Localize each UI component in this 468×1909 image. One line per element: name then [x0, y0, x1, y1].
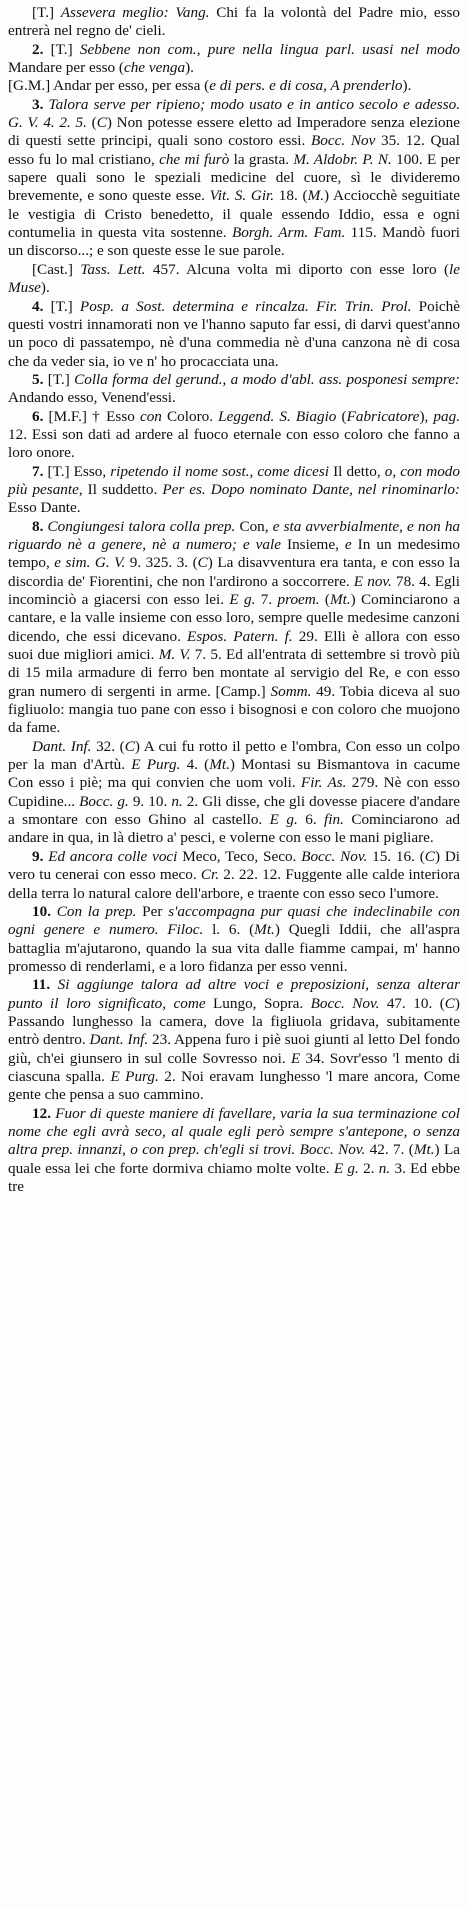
text-segment: ). — [40, 279, 50, 297]
text-segment: Meco, Teco, Seco. — [177, 847, 302, 865]
text-segment: 7. — [32, 462, 48, 480]
text-segment: che mi furò — [159, 150, 230, 168]
text-segment: 2. — [358, 1159, 379, 1177]
text-segment: Sebbene non com., pure nella lingua parl. usasi nel modo — [79, 40, 461, 58]
text-segment: C — [197, 554, 208, 572]
text-segment: e di pers. e di cosa, A prenderlo — [209, 77, 403, 95]
text-segment: n. — [378, 1159, 391, 1177]
text-segment: o, con modo più pesante — [8, 462, 460, 498]
text-segment: proem. — [277, 591, 320, 608]
text-segment: Bocc. Nov. — [310, 994, 380, 1012]
text-segment: ) Montasi su Bismantova in cacume Con esso i piè; ma qui convien che uom voli. — [8, 756, 460, 792]
entry-paragraph — [8, 903, 460, 976]
entry-paragraph — [8, 41, 460, 78]
text-segment: n. — [171, 792, 183, 810]
text-segment: e — [344, 535, 352, 553]
text-segment: Espos. Patern. f. — [187, 627, 293, 645]
text-segment: 4. ( — [180, 756, 210, 774]
text-segment: Bocc. g. — [79, 792, 129, 810]
text-segment: Mt. — [209, 756, 230, 774]
text-segment: 3. Ed ebbe tre — [8, 1159, 461, 1195]
text-segment: Leggend. S. Biagio — [218, 407, 337, 425]
text-segment: ) Di vero tu cenerai con esso meco. — [8, 847, 461, 884]
text-segment: 4. — [32, 297, 51, 315]
text-segment: E g. — [333, 1159, 359, 1177]
text-segment: Il detto, — [328, 462, 385, 480]
text-segment: Tass. Lett. — [80, 260, 146, 278]
text-segment: 42. 7. ( — [365, 1141, 414, 1159]
text-segment: Con, — [235, 517, 273, 535]
text-segment: [T.] Esso, — [47, 462, 111, 480]
text-segment: Mt. — [413, 1141, 435, 1159]
text-segment: Andando esso, Venend'essi. — [8, 389, 176, 407]
text-segment: Dant. Inf. — [32, 737, 92, 755]
text-segment: ) Quegli Iddii, che all'aspra battaglia m'ajutarono, quando la sua vita dalle fiamme campai, m' hanno promesso di renderlami, e a loro fidanza per esso venni. — [8, 921, 461, 975]
text-segment: 457. Alcuna volta mi diporto con esse loro ( — [145, 260, 450, 278]
text-segment: Per — [136, 902, 169, 920]
text-segment: 5. — [32, 370, 48, 388]
text-segment: e sta avverbialmente, e non ha riguardo nè a genere, nè a numero; e vale — [8, 517, 461, 553]
text-segment: [Cast.] — [32, 260, 81, 278]
text-segment: ). — [185, 59, 194, 77]
text-segment: Mandare per esso ( — [8, 59, 124, 77]
text-segment: ) Passando lunghesso la camera, dove la figliuola gridava, subitamente entrò dentro. — [8, 994, 460, 1049]
text-segment: 10. — [32, 902, 57, 920]
text-segment: Bocc. Nov. — [301, 847, 368, 865]
text-segment: e sim. G. V. — [54, 554, 126, 572]
text-segment: Talora serve per ripieno; modo usato e in antico secolo e adesso. G. V. 4. 2. 5. — [8, 95, 460, 132]
entry-paragraph — [8, 298, 460, 371]
text-segment: [T.] — [32, 4, 61, 21]
text-segment: l. 6. ( — [203, 921, 255, 939]
text-segment: Borgh. Arm. Fam. — [231, 224, 346, 242]
text-segment: Mt. — [329, 591, 351, 608]
text-segment: 2. Noi eravam lunghesso 'l mare ancora, Come gente che pensa a suo cammino. — [8, 1067, 460, 1104]
text-segment: ( — [319, 591, 330, 608]
text-segment: Posp. a Sost. determina e rincalza. Fir. Trin. Prol. — [79, 297, 412, 315]
text-segment: Cominciarono ad andare in qua, in là dietro a' pesci, e volerne con esso le mani pigliare. — [8, 811, 460, 847]
text-segment: Ed ancora colle voci — [48, 847, 178, 865]
text-segment: 6. — [297, 811, 325, 829]
text-segment: 3. — [32, 95, 49, 113]
text-segment: Coloro. — [161, 407, 219, 425]
text-segment: 34. Sovr'esso 'l mento di ciascuna spalla. — [8, 1049, 460, 1085]
text-segment: 15. 16. ( — [367, 847, 425, 865]
text-segment: 6. — [32, 407, 49, 425]
text-segment: 279. Nè con esso Cupidine... — [8, 774, 460, 810]
entry-paragraph — [8, 77, 460, 95]
text-segment: Chi fa la volontà del Padre mio, esso entrerà nel regno de' cieli. — [8, 4, 460, 40]
text-segment: 23. Appena furo i piè suoi giunti al letto Del fondo giù, ch'ei giunsero in sul colle Sovresso noi. — [8, 1031, 460, 1067]
text-segment: C — [124, 737, 135, 755]
entry-paragraph — [8, 1105, 460, 1197]
text-segment: 100. E per sapere quali sono le speziali medicine del cuore, sì le divideremo brevemente, e sono queste esse. — [8, 150, 461, 205]
text-segment: 12. Essi son dati ad ardere al fuoco eternale con esso coloro che fanno a loro onore. — [8, 425, 460, 462]
entry-paragraph — [8, 738, 460, 848]
text-segment: 9. — [32, 847, 49, 865]
text-segment: [G.M.] Andar per esso, per essa ( — [8, 77, 210, 95]
text-segment: 7. 5. Ed all'entrata di settembre si trovò più di 15 mila armadure di ferro ben montate al servigio del Re, e con esso gran numero di sergenti in arme. [Camp.] — [8, 646, 460, 700]
text-segment: Fabricatore — [346, 407, 420, 425]
text-segment: Congiungesi talora colla prep. — [47, 517, 236, 535]
text-segment: C — [96, 114, 107, 132]
text-segment: 12. — [32, 1104, 56, 1122]
entry-paragraph — [8, 371, 460, 408]
text-segment: la grasta. — [229, 150, 294, 168]
text-segment: Insieme, — [280, 535, 345, 553]
text-segment: E Purg. — [131, 756, 181, 774]
entry-paragraph — [8, 408, 460, 463]
text-segment: Colla forma del gerund., a modo d'abl. ass. posponesi sempre: — [74, 370, 460, 388]
text-segment: 8. — [32, 517, 48, 535]
text-segment: Assevera meglio: Vang. — [60, 4, 210, 21]
text-segment: Vit. S. Gir. — [209, 187, 275, 205]
text-segment: [M.F.] † Esso — [48, 407, 140, 425]
text-segment: ) La quale essa lei che forte dormiva chiamo molte volte. — [8, 1141, 460, 1177]
text-segment: 7. — [255, 591, 278, 608]
text-segment: 78. 4. Egli incominciò a giacersi con esso lei. — [8, 572, 461, 608]
text-segment: M. Aldobr. P. N. — [293, 150, 392, 168]
text-segment: C — [444, 994, 455, 1012]
text-segment: ( — [336, 407, 347, 425]
text-segment: E nov. — [353, 572, 392, 590]
text-segment: Fuor di queste maniere di favellare, varia la sua terminazione col nome che egli avrà seco, al quale egli però sempre s'antepone, o senza altra prep. innanzi, o con prep. ch'egli si trovi. Bocc. Nov. — [8, 1104, 461, 1159]
text-segment: ) Acciocchè seguitiate le vestigia di Cristo benedetto, il quale essendo Iddio, essa e ogni contumelia in questa vita sostenne. — [8, 187, 461, 242]
text-segment: 47. 10. ( — [379, 994, 445, 1012]
text-segment: fin. — [324, 811, 344, 829]
text-segment: Con la prep. — [56, 902, 137, 920]
text-segment: [T.] — [50, 297, 80, 315]
text-segment: Poichè questi vostri innamorati non ve l'hanno saputo far essi, di darvi quest'anno un poco di passatempo, nè d'una commedia nè d'una canzona nè di cosa che da veder sia, io ve n' ho procacciata una. — [8, 297, 461, 370]
text-segment: Bocc. Nov — [311, 132, 376, 150]
text-segment: Dant. Inf. — [89, 1031, 149, 1049]
text-segment: [T.] — [50, 40, 80, 58]
text-segment: E g. — [229, 591, 256, 608]
text-segment: Si aggiunge talora ad altre voci e preposizioni, senza alterar punto il loro significato, come — [8, 976, 460, 1012]
entry-paragraph — [8, 463, 460, 518]
text-segment: 18. ( — [274, 187, 308, 205]
text-segment: 32. ( — [91, 737, 125, 755]
text-segment: le Muse — [8, 260, 460, 297]
text-segment: Somm. — [270, 682, 312, 700]
text-segment: [T.] — [47, 370, 75, 388]
text-segment: 2. 22. 12. Fuggente alle calde interiora della terra lo natural calore dell'arbore, e traente con esso seco l'umore. — [8, 866, 460, 902]
text-segment: Per es. Dopo nominato Dante, nel rinominarlo: — [162, 480, 460, 498]
text-segment: Esso Dante. — [8, 499, 81, 517]
text-segment: ), — [419, 407, 434, 425]
text-segment: ripetendo il nome sost., come dicesi — [110, 462, 329, 480]
text-segment: E — [290, 1049, 301, 1067]
text-segment: 49. Tobia diceva al suo figliuolo: mangia tuo pane con esso i bisognosi e con coloro che muojono da fame. — [8, 682, 460, 737]
text-segment: 35. 12. Qual esso fu lo mal cristiano, — [8, 132, 460, 168]
text-segment: 9. 10. — [128, 792, 172, 810]
text-segment: ) La disavventura era tanta, e con esso la discordia de' Fiorentini, che non l'ardirono a soccorrere. — [8, 554, 461, 590]
text-segment: 9. 325. 3. ( — [125, 554, 198, 572]
text-segment: 11. — [32, 976, 58, 994]
text-segment: , Il suddetto. — [78, 480, 163, 498]
text-segment: E g. — [269, 811, 298, 829]
entry-paragraph — [8, 518, 460, 738]
text-segment: Lungo, Sopra. — [205, 994, 311, 1012]
text-segment: ) Non potesse essere eletto ad Imperadore senza elezione di questi sette principi, quali sono costoro essi. — [8, 114, 460, 150]
text-segment: ). — [402, 77, 412, 95]
text-segment: M. — [307, 187, 325, 205]
text-segment: M. V. — [158, 646, 191, 664]
entry-paragraph — [8, 4, 460, 41]
entry-paragraph — [8, 976, 460, 1104]
text-segment: che venga — [123, 59, 186, 77]
text-segment: pag. — [433, 407, 460, 425]
text-segment: ) Cominciarono a cantare, e la valle insieme con esso loro, sempre quelle medesime canzoni dicendo, che essi dicevano. — [8, 591, 460, 645]
text-segment: 2. — [32, 40, 51, 58]
entry-paragraph — [8, 96, 460, 261]
text-segment: s'accompagna pur quasi che indeclinabile con ogni genere e numero. Filoc. — [8, 902, 460, 939]
text-segment: Cr. — [200, 866, 220, 884]
text-segment: con — [139, 407, 162, 425]
entry-paragraph — [8, 261, 460, 298]
entry-paragraph — [8, 848, 460, 903]
text-segment: ( — [86, 114, 97, 132]
text-segment: 2. Gli disse, che gli dovesse piacere d'andare a smontare con esso Ghino al castello. — [8, 792, 460, 829]
text-segment: In un medesimo tempo, — [8, 535, 460, 572]
text-segment: Mt. — [254, 921, 275, 939]
text-segment: E Purg. — [110, 1067, 159, 1085]
text-segment: Fir. As. — [300, 774, 347, 792]
text-segment: C — [424, 847, 435, 865]
text-segment: 29. Elli è allora con esso suoi due migliori amici. — [8, 627, 460, 664]
text-segment: 115. Mandò fuori un discorso...; e son queste esse le sue parole. — [8, 224, 460, 260]
text-segment: ) A cui fu rotto il petto e l'ombra, Con esso un colpo per la man d'Artù. — [8, 737, 461, 774]
